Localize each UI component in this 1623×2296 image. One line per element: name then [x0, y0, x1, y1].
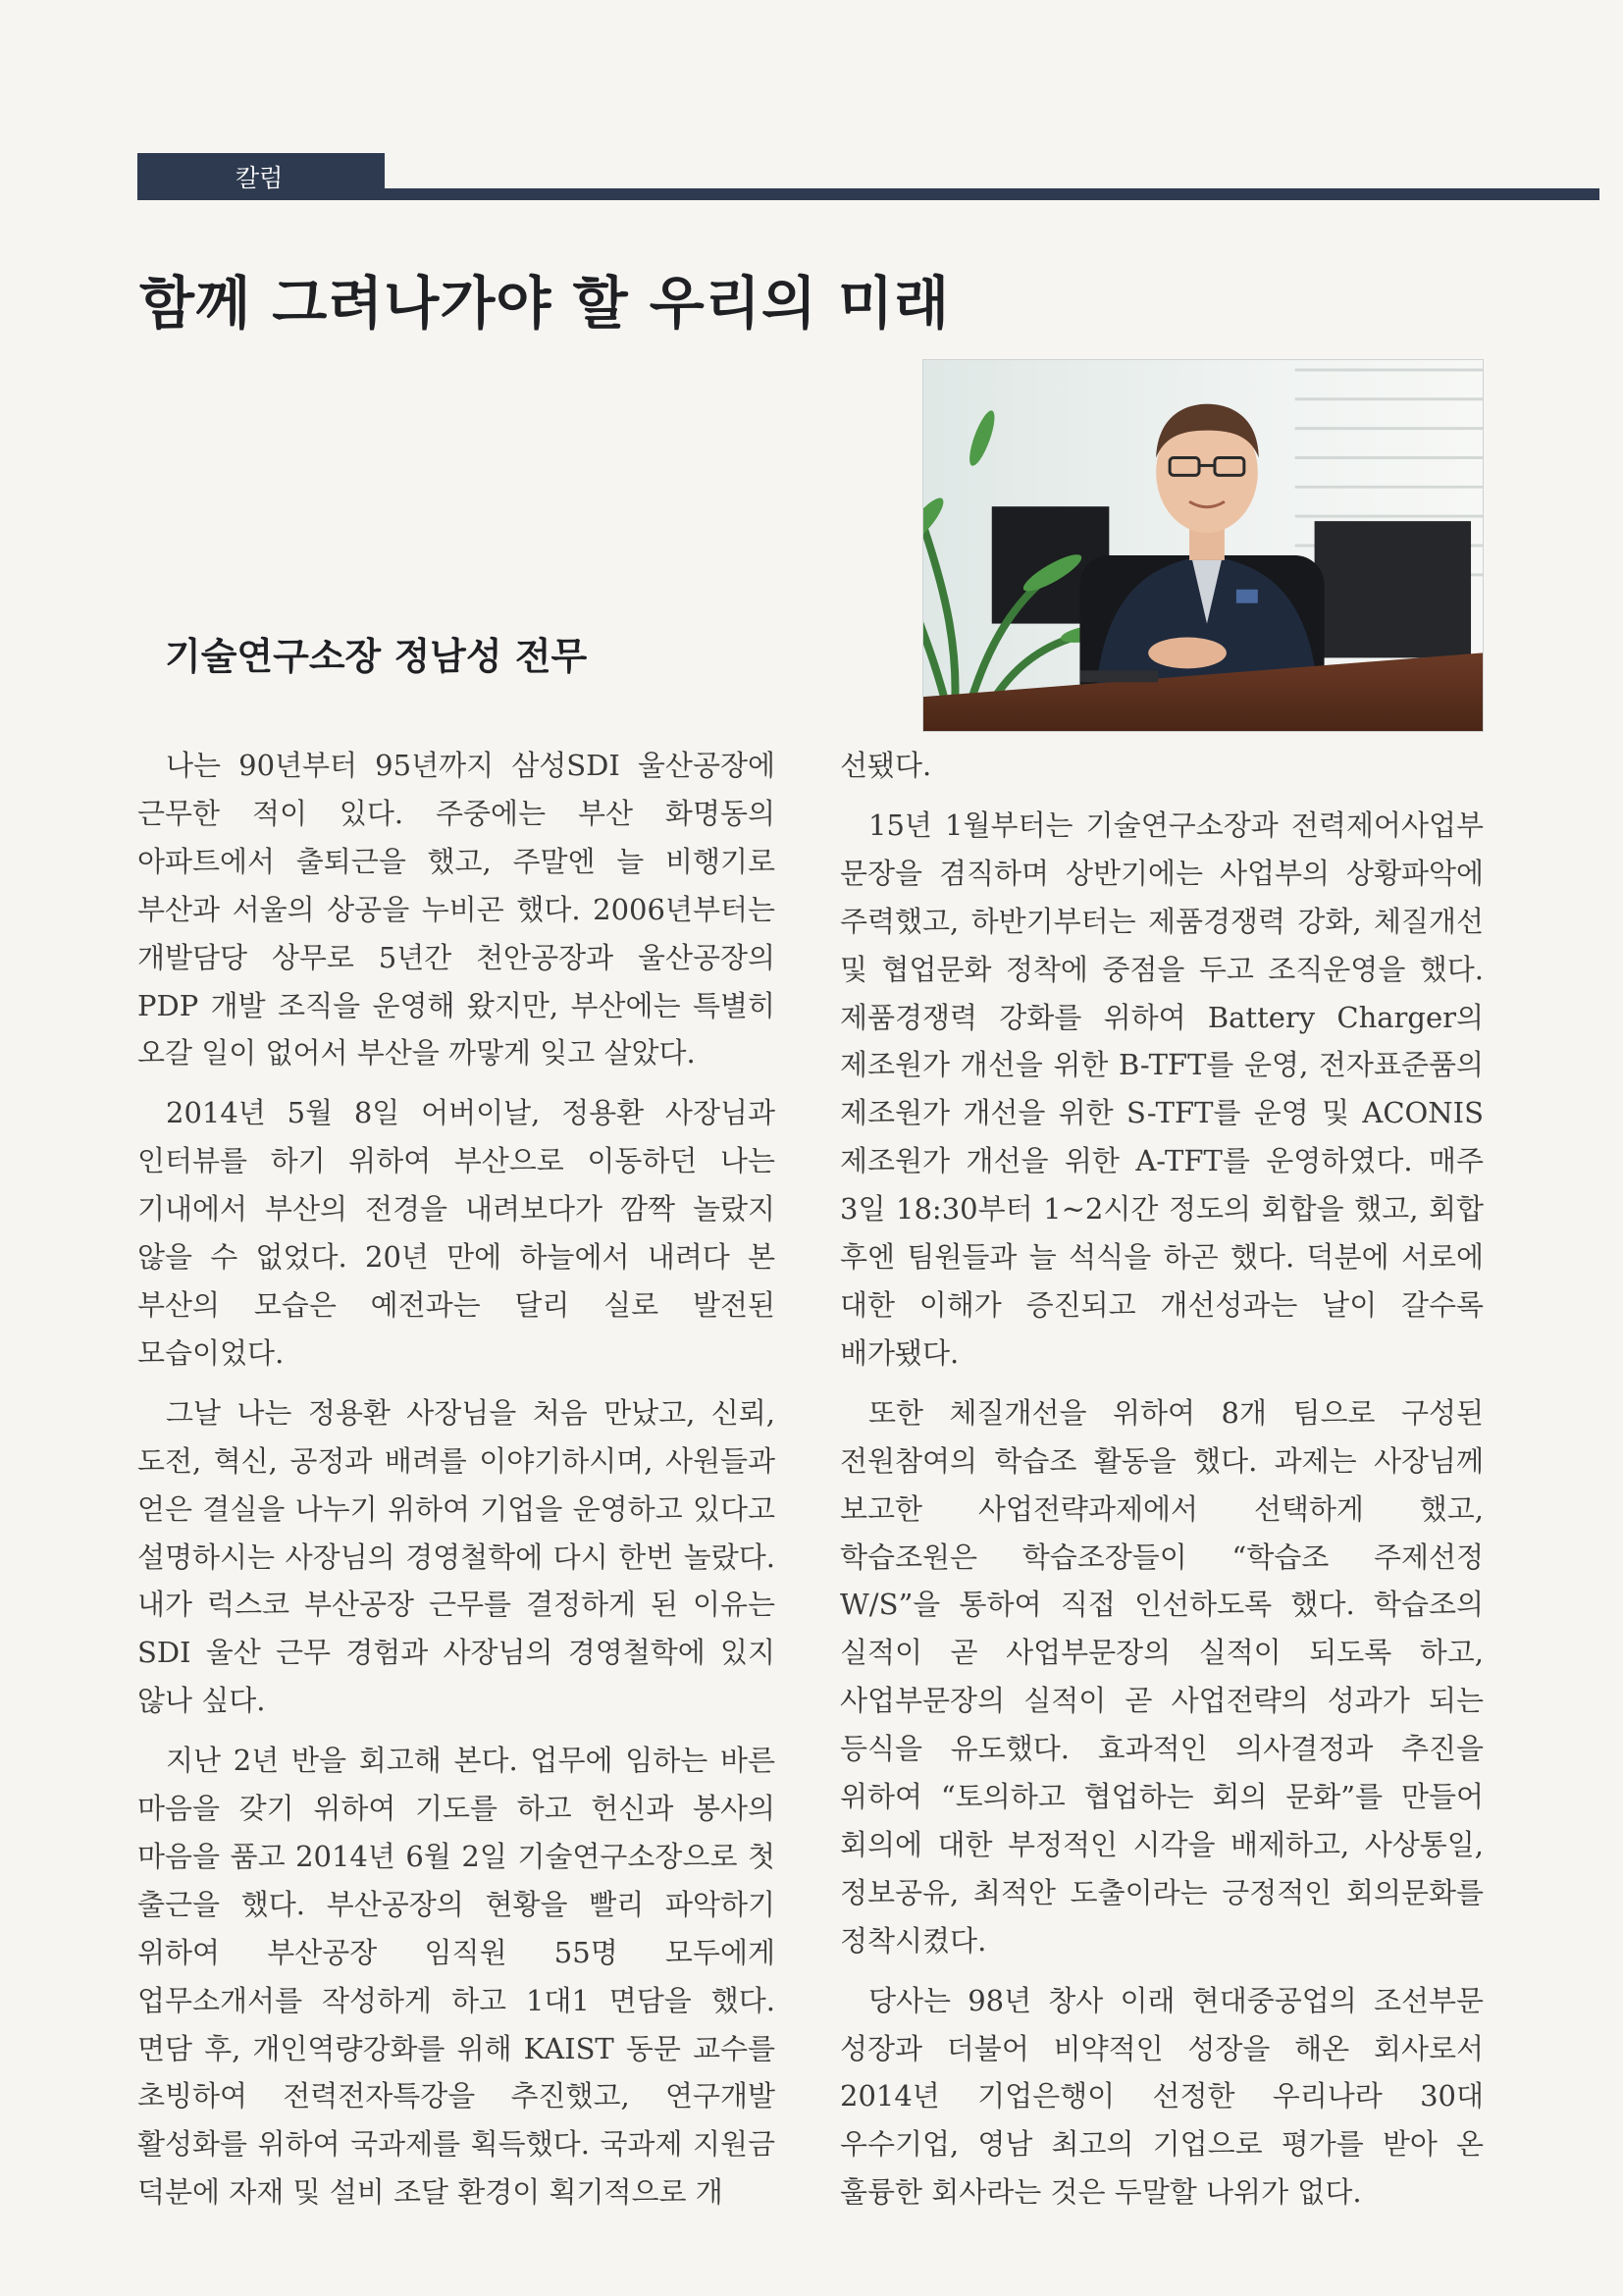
paragraph: 또한 체질개선을 위하여 8개 팀으로 구성된 전원참여의 학습조 활동을 했다. 과제는 사장님께 보고한 사업전략과제에서 선택하게 했고, 학습조원은 학습조장들이 “학습조 주제선정 W/S”을 통하여 직접 인선하도록 했다. 학습조의 실적이 곧 사업부문장의 실적이 되도록 하고, 사업부문장의 실적이 곧 사업전략의 성과가 되는 등식을 유도했다. 효과적인 의사결정과 추진을 위하여 “토의하고 협업하는 회의 문화”를 만들어 회의에 대한 부정적인 시각을 배제하고, 사상통일, 정보공유, 최적안 도출이라는 긍정적인 회의문화를 정착시켰다. [840, 1395, 1484, 1957]
paragraph: 그날 나는 정용환 사장님을 처음 만났고, 신뢰, 도전, 혁신, 공정과 배려를 이야기하시며, 사원들과 얻은 결실을 나누기 위하여 기업을 운영하고 있다고 설명하시는 사장님의 경영철학에 다시 한번 놀랐다. 내가 럭스코 부산공장 근무를 결정하게 된 이유는 SDI 울산 근무 경험과 사장님의 경영철학에 있지 않나 싶다. [137, 1395, 775, 1718]
section-label: 칼럼 [137, 153, 385, 200]
paragraph: 2014년 5월 8일 어버이날, 정용환 사장님과 인터뷰를 하기 위하여 부산으로 이동하던 나는 기내에서 부산의 전경을 내려보다가 깜짝 놀랐지 않을 수 없었다. 20년 만에 하늘에서 내려다 본 부산의 모습은 예전과는 달리 실로 발전된 모습이었다. [137, 1096, 775, 1370]
section-rule [383, 188, 1599, 200]
paragraph-continued: 선됐다. [840, 749, 932, 782]
section-header [137, 153, 1599, 200]
author-photo [922, 359, 1484, 732]
body-column-left [137, 742, 775, 2228]
paragraph: 15년 1월부터는 기술연구소장과 전력제어사업부 문장을 겸직하며 상반기에는 사업부의 상황파악에 주력했고, 하반기부터는 제품경쟁력 강화, 체질개선 및 협업문화 정착에 중점을 두고 조직운영을 했다. 제품경쟁력 강화를 위하여 Battery Charger의 제조원가 개선을 위한 B-TFT를 운영, 전자표준품의 제조원가 개선을 위한 S-TFT를 운영 및 ACONIS 제조원가 개선을 위한 A-TFT를 운영하였다. 매주 3일 18:30부터 1~2시간 정도의 회합을 했고, 회합 후엔 팀원들과 늘 석식을 하곤 했다. 덕분에 서로에 대한 이해가 증진되고 개선성과는 날이 갈수록 배가됐다. [840, 808, 1484, 1370]
paragraph: 나는 90년부터 95년까지 삼성SDI 울산공장에 근무한 적이 있다. 주중에는 부산 화명동의 아파트에서 출퇴근을 했고, 주말엔 늘 비행기로 부산과 서울의 상공을 누비곤 했다. 2006년부터는 개발담당 상무로 5년간 천안공장과 울산공장의 PDP 개발 조직을 운영해 왔지만, 부산에는 특별히 오갈 일이 없어서 부산을 까맣게 잊고 살았다. [137, 749, 775, 1070]
paragraph: 지난 2년 반을 회고해 본다. 업무에 임하는 바른 마음을 갖기 위하여 기도를 하고 헌신과 봉사의 마음을 품고 2014년 6월 2일 기술연구소장으로 첫 출근을 했다. 부산공장의 현황을 빨리 파악하기 위하여 부산공장 임직원 55명 모두에게 업무소개서를 작성하게 하고 1대1 면담을 했다. 면담 후, 개인역량강화를 위해 KAIST 동문 교수를 초빙하여 전력전자특강을 추진했고, 연구개발 활성화를 위하여 국과제를 획득했다. 국과제 지원금 덕분에 자재 및 설비 조달 환경이 획기적으로 개 [137, 1744, 775, 2210]
article-title: 함께 그려나가야 할 우리의 미래 [139, 270, 951, 337]
body-column-right [840, 742, 1484, 2228]
paragraph: 당사는 98년 창사 이래 현대중공업의 조선부문 성장과 더불어 비약적인 성장을 해온 회사로서 2014년 기업은행이 선정한 우리나라 30대 우수기업, 영남 최고의 기업으로 평가를 받아 온 훌륭한 회사라는 것은 두말할 나위가 없다. [840, 1983, 1484, 2210]
author-byline: 기술연구소장 정남성 전무 [165, 635, 588, 678]
